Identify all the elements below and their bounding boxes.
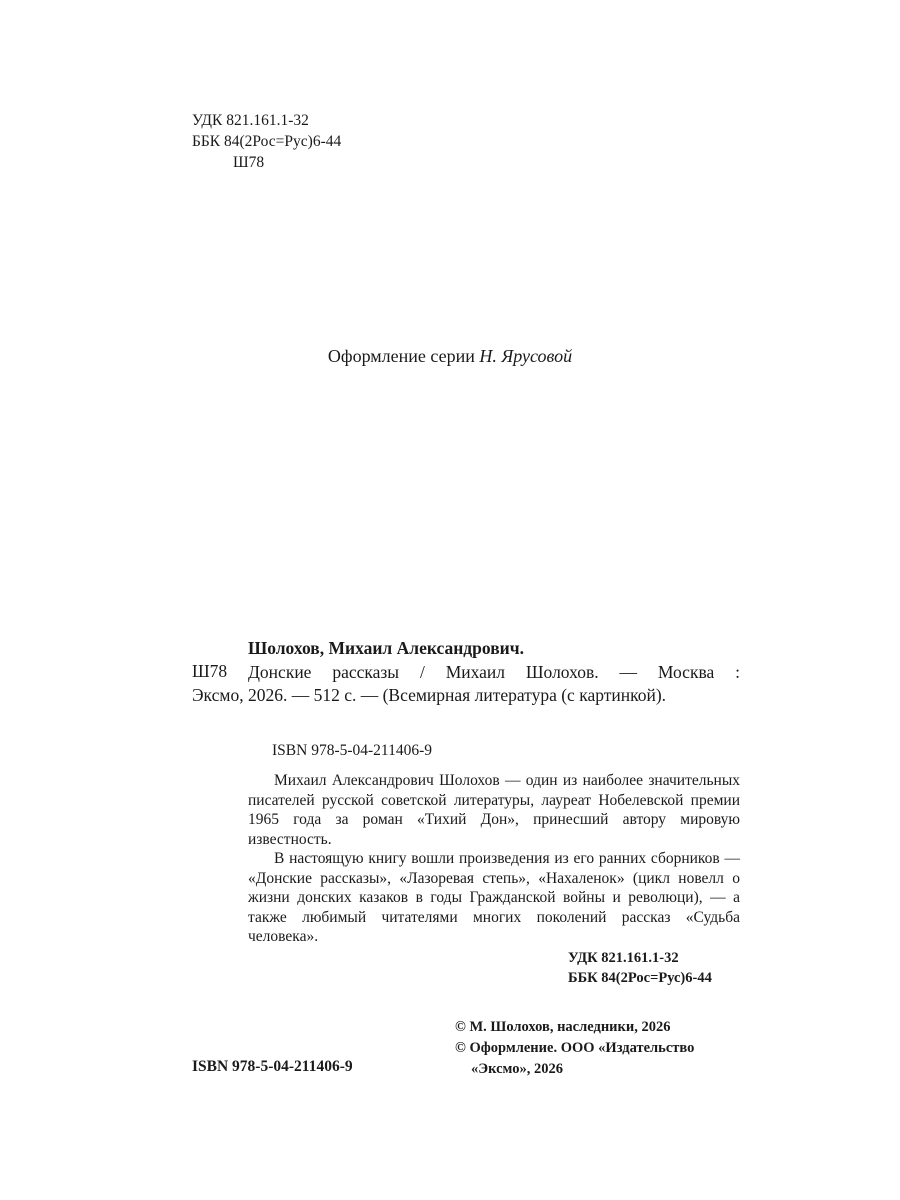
series-design-prefix: Оформление серии bbox=[327, 346, 475, 366]
annotation bbox=[248, 771, 740, 947]
bottom-isbn: ISBN 978-5-04-211406-9 bbox=[192, 1058, 353, 1075]
catalog-bbk-code: ББК 84(2Рос=Рус)6-44 bbox=[568, 970, 712, 986]
copyright-block bbox=[455, 1017, 694, 1080]
udk-code: УДК 821.161.1-32 bbox=[192, 112, 309, 129]
catalog-isbn: ISBN 978-5-04-211406-9 bbox=[272, 742, 433, 759]
catalog-classification-codes bbox=[568, 948, 712, 988]
annotation-paragraph-2: В настоящую книгу вошли произведения из его ранних сборников — «Донские рассказы», «Лазоревая степь», «Нахаленок» (цикл новелл о жизни донских казаков в годы Гражданской войны и революци), — а также любимый читателями многих поколений рассказ «Судьба человека». bbox=[248, 850, 740, 945]
series-design-credit bbox=[0, 346, 900, 367]
bbk-code: ББК 84(2Рос=Рус)6-44 bbox=[192, 133, 342, 150]
copyright-line-1: © М. Шолохов, наследники, 2026 bbox=[455, 1019, 671, 1035]
top-classification-codes bbox=[192, 110, 341, 173]
copyright-line-2: © Оформление. ООО «Издательство bbox=[455, 1040, 695, 1056]
copyright-line-3: «Эксмо», 2026 bbox=[471, 1061, 563, 1077]
author-sign: Ш78 bbox=[233, 154, 265, 171]
bibliographic-line-1: Донские рассказы / Михаил Шолохов. — Москва : bbox=[248, 662, 740, 682]
series-designer-name: Н. Ярусовой bbox=[479, 346, 573, 366]
annotation-paragraph-1: Михаил Александрович Шолохов — один из наиболее значительных писателей русской советской литературы, лауреат Нобелевской премии 1965 года за роман «Тихий Дон», принесший автору мировую известность. bbox=[248, 772, 740, 848]
catalog-author-heading: Шолохов, Михаил Александрович. bbox=[248, 638, 524, 658]
catalog-author-sign: Ш78 bbox=[192, 661, 228, 681]
bibliographic-line-rest: Эксмо, 2026. — 512 с. — (Всемирная литература (с картинкой). bbox=[192, 685, 667, 705]
catalog-udk-code: УДК 821.161.1-32 bbox=[568, 950, 679, 966]
